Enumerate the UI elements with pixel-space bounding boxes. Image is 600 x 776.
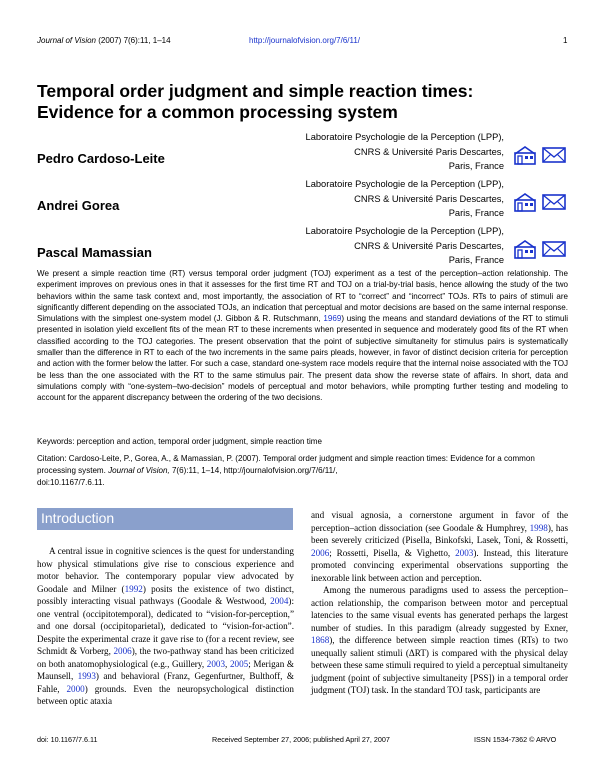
home-icon[interactable] [514,240,536,259]
body-column-left [37,545,294,708]
author-name: Pedro Cardoso-Leite [37,151,165,166]
reference-link[interactable]: 1969 [323,314,342,324]
author-affiliation: Laboratoire Psychologie de la Perception (LPP), CNRS & Université Paris Descartes, Paris, France [305,179,504,218]
keywords: Keywords: perception and action, temporal order judgment, simple reaction time [37,437,322,446]
reference-link[interactable]: 2006 [311,547,330,558]
section-heading-introduction [37,508,293,530]
abstract: We present a simple reaction time (RT) versus temporal order judgment (TOJ) experiment as a test of the perception–action relationship. The experiment improves on previous ones in that it assesses for the first time RT and TOJ on a trial-by-trial basis, hence allowing the study of the two behaviors within the same task context and, most importantly, the association of RT to “correct” and “incorrect” TOJs. RTs to pairs of stimuli are significantly different depending on the associated TOJs, an indication that perceptual and motor decisions are based on the same internal response. Simulations with the simplest one-system model (J. Gibbon & R. Rutschmann, 1969) using the means and standard deviations of the RT to stimuli presented in isolation yield excellent fits of the mean RT to these increments when presented in sequence and moderately good fits of the RT when classified according to the TOJ categories. The present observation that the point of subjective simultaneity for stimulus pairs is systematically smaller than the difference in RT to each of the two increments in the same pairs pleads, however, in favor of distinct decision criteria for perception and action with the former below the latter. For such a case, standard one-system race models require that the internal noise associated with the TOJ be less than the one associated with the RT to the same stimulus pair. The present data show the reverse state of affairs. In short, data and simulations comply with “one-system–two-decision” models of perceptual and motor behaviors, while prompting further testing and modeling to account for the apparent discrepancy between the ordering of the two decisions. [37,269,568,403]
author-name: Andrei Gorea [37,198,120,213]
email-icon[interactable] [542,146,566,163]
footer-received: Received September 27, 2006; published April 27, 2007 [212,735,390,744]
email-icon[interactable] [542,240,566,257]
author-name: Pascal Mamassian [37,245,152,260]
author-block [37,130,568,174]
reference-link[interactable]: 1868 [311,635,330,645]
citation: Citation: Cardoso-Leite, P., Gorea, A., & Mamassian, P. (2007). Temporal order judgment and simple reaction times: Evidence for a common processing system. Journal of Vision, 7(6):11, 1–14, http://journalofvision.org/7/6/11/, doi:10.1167/7.6.11. [37,454,535,487]
reference-link[interactable]: 2006 [113,646,132,656]
paragraph: and visual agnosia, a cornerstone argument in favor of the perception–action dissociation (see Goodale & Humphrey, 1998), has been severely criticized (Pisella, Binkofski, Lasek, Toni, & Rossetti, 2006; Rossetti, Pisella, & Vighetto, 2003). Instead, this literature promoted convincing experimental observations supporting the inexorable link between action and perception. [311,510,568,583]
reference-link[interactable]: 1992 [124,583,143,594]
footer-issn: ISSN 1534-7362 © ARVO [474,735,557,744]
reference-link[interactable]: 2005 [229,658,249,669]
page-number: 1 [563,36,568,45]
author-block [37,224,568,268]
author-affiliation: Laboratoire Psychologie de la Perception (LPP), CNRS & Université Paris Descartes, Paris, France [305,132,504,171]
body-column-right [311,509,568,697]
running-header-url[interactable]: http://journalofvision.org/7/6/11/ [249,36,361,45]
footer-doi: doi: 10.1167/7.6.11 [37,735,98,744]
paragraph: A central issue in cognitive sciences is the quest for understanding how physical stimulations give rise to conscious experience and motor behavior. The contemporary popular view advocated by Goodale and Milner (1992) posits the existence of two distinct, possibly interacting visual pathways (Goodale & Westwood, 2004): one ventral (occipitotemporal), dedicated to “vision-for-perception,” and one dorsal (occipitoparietal), dedicated to “vision-for-action”. Despite the experimental craze it gave rise to (for a recent review, see Schmidt & Vorberg, 2006), the two-pathway stand has been criticized on both anatomophysiological (e.g., Guillery, 2003, 2005; Merigan & Maunsell, 1993) and behavioral (Franz, Gegenfurtner, Bulthoff, & Fahle, 2000) grounds. Even the neuropsychological distinction between optic ataxia [37,546,295,706]
reference-link[interactable]: 2000 [66,683,85,694]
reference-link[interactable]: 1998 [529,522,548,533]
home-icon[interactable] [514,193,536,212]
article-title: Temporal order judgment and simple reaction times: Evidence for a common processing system [37,81,474,122]
reference-link[interactable]: 2004 [270,596,289,606]
reference-link[interactable]: 1993 [77,671,96,681]
running-header-journal: Journal of Vision (2007) 7(6):11, 1–14 [37,36,171,45]
reference-link[interactable]: 2003 [455,547,474,558]
author-block [37,177,568,221]
section-title: Introduction [41,510,115,526]
paragraph: Among the numerous paradigms used to assess the perception–action relationship, the comparison between motor and perceptual latencies to the same visual events has generated perhaps the largest number of studies. In this paradigm (already suggested by Exner, 1868), the difference between simple reaction times (RTs) to two unequally salient stimuli (ΔRT) is compared with the physical delay between these same stimuli required to yield a perceptual simultaneity judgment (point of subjective simultaneity [PSS]) in a temporal order judgment (TOJ) task. In the standard TOJ task, participants are [311,585,568,695]
author-affiliation: Laboratoire Psychologie de la Perception (LPP), CNRS & Université Paris Descartes, Paris, France [305,226,504,265]
email-icon[interactable] [542,193,566,210]
reference-link[interactable]: 2003 [206,658,225,669]
home-icon[interactable] [514,146,536,165]
